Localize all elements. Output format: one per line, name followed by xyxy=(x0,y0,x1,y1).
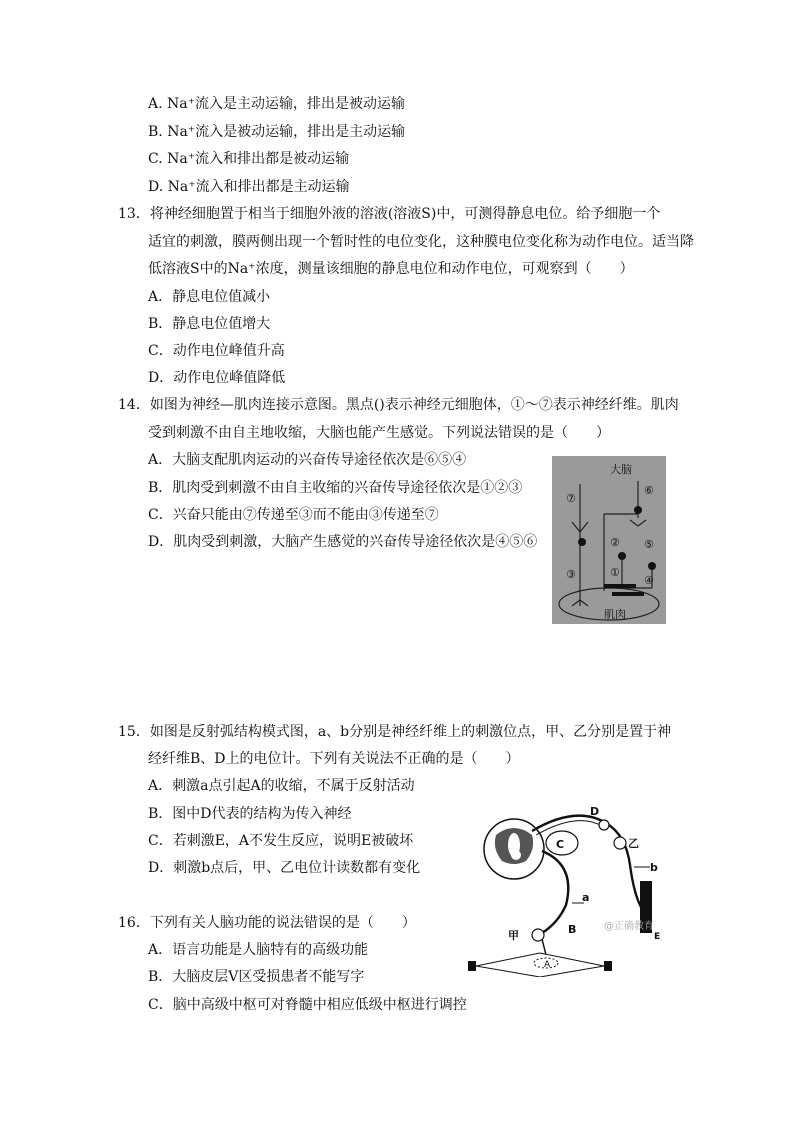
label-2: ② xyxy=(610,536,620,549)
q15-option-b: B．图中D代表的结构为传入神经 xyxy=(148,806,352,822)
q12-option-c: C. Na⁺流入和排出都是被动运输 xyxy=(148,151,350,167)
q14-stem-line2: 受到刺激不由自主地收缩，大脑也能产生感觉。下列说法错误的是（ ） xyxy=(148,425,610,441)
q12-option-a: A. Na⁺流入是主动运输，排出是被动运输 xyxy=(148,96,405,112)
label-A: A xyxy=(544,960,551,970)
q13-option-c: C．动作电位峰值升高 xyxy=(148,343,285,359)
q15-stem-line1: 15．如图是反射弧结构模式图，a、b分别是神经纤维上的刺激位点，甲、乙分别是置于神 xyxy=(118,724,672,740)
q13-stem-line3: 低溶液S中的Na⁺浓度，测量该细胞的静息电位和动作电位，可观察到（ ） xyxy=(148,261,634,277)
q14-option-d: D．肌肉受到刺激，大脑产生感觉的兴奋传导途径依次是④⑤⑥ xyxy=(148,534,538,550)
label-E: E xyxy=(654,932,661,942)
q14-option-b: B．肌肉受到刺激不由自主收缩的兴奋传导途径依次是①②③ xyxy=(148,480,523,496)
q16-option-a: A．语言功能是人脑特有的高级功能 xyxy=(148,942,369,958)
q16-stem: 16．下列有关人脑功能的说法错误的是（ ） xyxy=(118,915,416,931)
q14-option-a: A．大脑支配肌肉运动的兴奋传导途径依次是⑥⑤④ xyxy=(148,452,467,468)
q12-option-d: D. Na⁺流入和排出都是主动运输 xyxy=(148,179,350,195)
label-D: D xyxy=(590,805,600,818)
nerve-muscle-figure xyxy=(552,456,666,624)
q15-option-d: D．刺激b点后，甲、乙电位计读数都有变化 xyxy=(148,860,421,876)
figure-brain-label: 大脑 xyxy=(610,463,632,476)
label-b: b xyxy=(650,861,658,874)
label-5: ⑤ xyxy=(644,538,654,551)
label-jia: 甲 xyxy=(508,929,519,942)
q15-option-a: A．刺激a点引起A的收缩，不属于反射活动 xyxy=(148,778,415,794)
q15-stem-line2: 经纤维B、D上的电位计。下列有关说法不正确的是（ ） xyxy=(148,751,520,767)
label-1: ① xyxy=(610,566,620,579)
label-yi: 乙 xyxy=(628,837,639,850)
q13-option-b: B．静息电位值增大 xyxy=(148,316,271,332)
label-7: ⑦ xyxy=(566,492,576,505)
label-6: ⑥ xyxy=(644,484,654,497)
figure-muscle-label: 肌肉 xyxy=(604,608,626,621)
label-C: C xyxy=(556,838,565,851)
label-B: B xyxy=(568,923,577,936)
label-4: ④ xyxy=(644,574,654,587)
q14-stem-line1: 14．如图为神经—肌肉连接示意图。黑点()表示神经元细胞体，①～⑦表示神经纤维。肌肉 xyxy=(118,397,679,413)
label-3: ③ xyxy=(566,568,576,581)
label-a: a xyxy=(582,891,590,904)
watermark: @正确教育 xyxy=(604,921,654,932)
q13-stem-line2: 适宜的刺激，膜两侧出现一个暂时性的电位变化，这种膜电位变化称为动作电位。适当降 xyxy=(148,234,694,250)
q13-option-a: A．静息电位值减小 xyxy=(148,289,271,305)
q16-option-b: B．大脑皮层V区受损患者不能写字 xyxy=(148,969,365,985)
q14-option-c: C．兴奋只能由⑦传递至③而不能由③传递至⑦ xyxy=(148,507,439,523)
reflex-arc-figure xyxy=(466,805,672,977)
q16-option-c: C．脑中高级中枢可对脊髓中相应低级中枢进行调控 xyxy=(148,997,467,1013)
q13-stem-line1: 13．将神经细胞置于相当于细胞外液的溶液(溶液S)中，可测得静息电位。给予细胞一个 xyxy=(118,206,661,222)
q13-option-d: D．动作电位峰值降低 xyxy=(148,370,286,386)
q12-option-b: B. Na⁺流入是被动运输，排出是主动运输 xyxy=(148,124,406,140)
q15-option-c: C．若刺激E，A不发生反应，说明E被破坏 xyxy=(148,833,414,849)
